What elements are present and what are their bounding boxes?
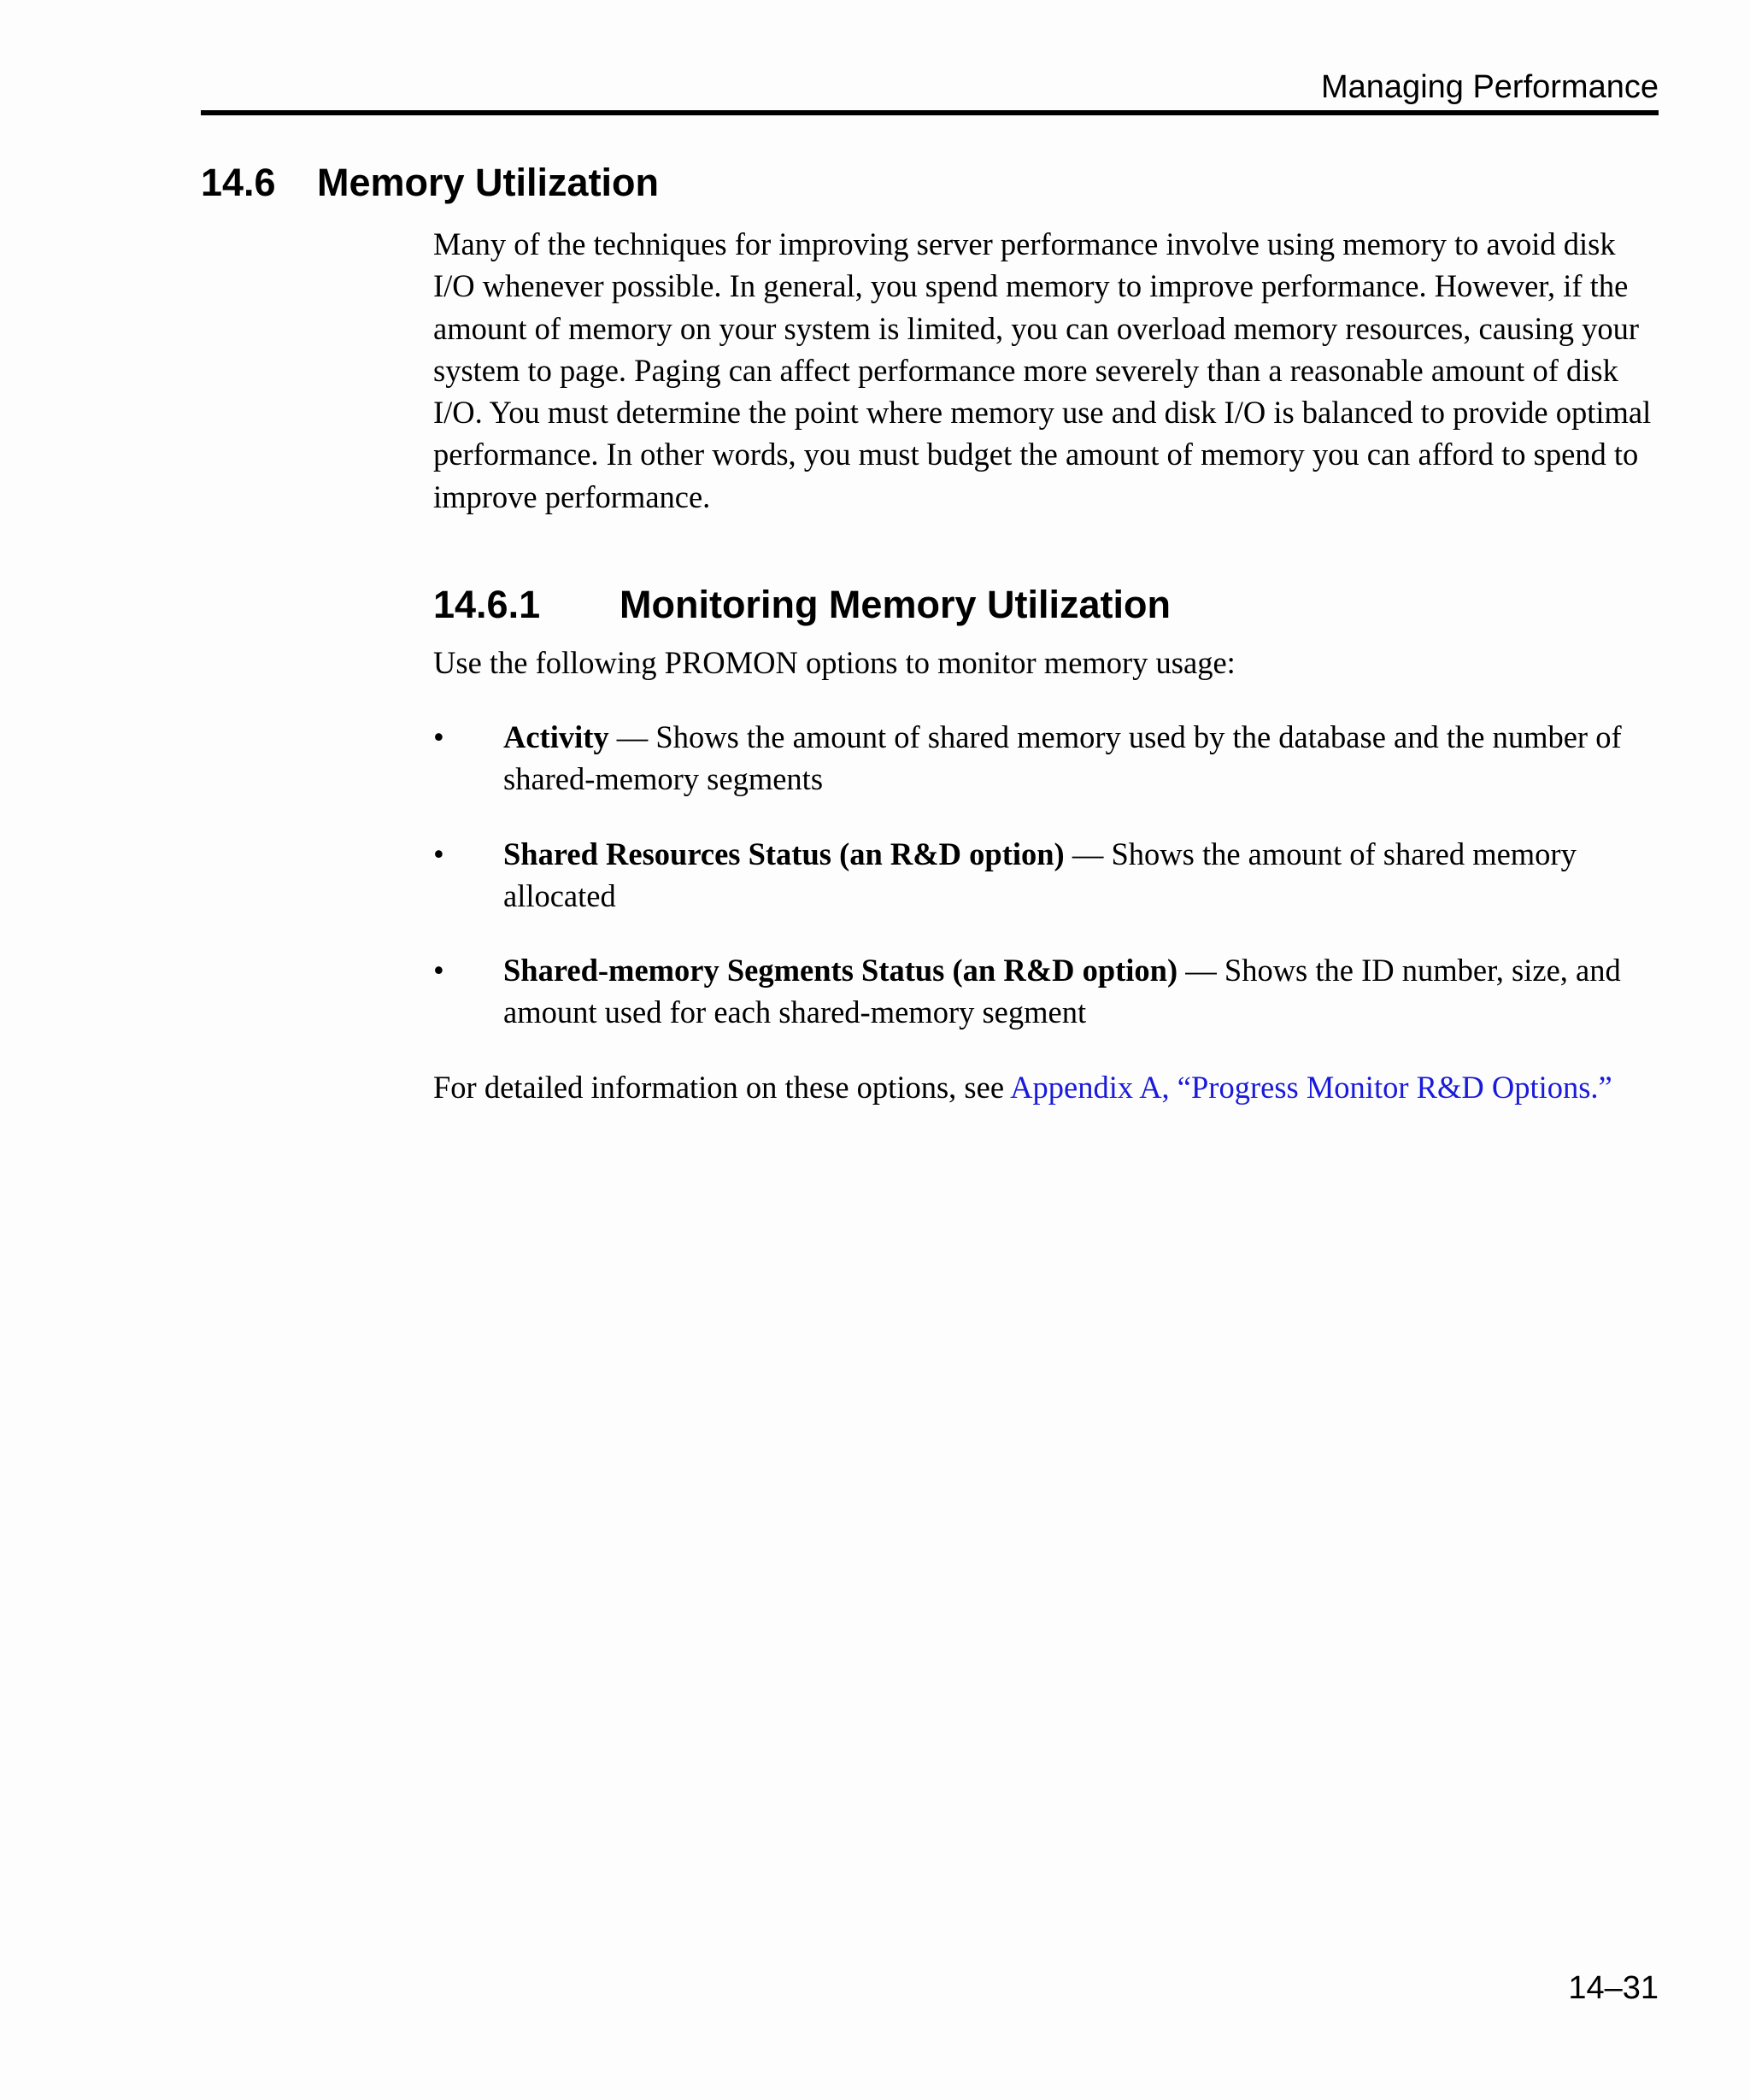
list-item bbox=[433, 716, 1664, 801]
appendix-a-link[interactable]: Appendix A, “Progress Monitor R&D Options.” bbox=[1010, 1070, 1612, 1105]
promon-options-list bbox=[433, 716, 1664, 1066]
bullet-icon: • bbox=[433, 719, 444, 754]
subsection-number: 14.6.1 bbox=[433, 583, 541, 626]
section-title: Memory Utilization bbox=[317, 161, 660, 204]
detail-paragraph bbox=[433, 1066, 1664, 1108]
option-term: Shared-memory Segments Status (an R&D option) bbox=[503, 953, 1178, 988]
subsection-title: Monitoring Memory Utilization bbox=[620, 583, 1171, 626]
intro-paragraph: Many of the techniques for improving server performance involve using memory to avoid disk I/O whenever possible. In general, you spend memory to improve performance. However, if the amount of memory on your system is limited, you can overload memory resources, causing your system to page. Paging can affect performance more severely than a reasonable amount of disk I/O. You must determine the point where memory use and disk I/O is balanced to provide optimal performance. In other words, you must budget the amount of memory you can afford to spend to improve performance. bbox=[433, 226, 1652, 514]
option-description: — Shows the amount of shared memory allocated bbox=[503, 836, 1577, 913]
option-description: — Shows the amount of shared memory used by the database and the number of shared-memory segments bbox=[503, 719, 1622, 797]
option-description: — Shows the ID number, size, and amount used for each shared-memory segment bbox=[503, 953, 1621, 1030]
header-rule bbox=[201, 110, 1659, 115]
option-term: Shared Resources Status (an R&D option) bbox=[503, 836, 1065, 871]
list-item bbox=[433, 833, 1664, 918]
bullet-icon: • bbox=[433, 953, 444, 988]
usage-lead-paragraph: Use the following PROMON options to monitor memory usage: bbox=[433, 645, 1236, 680]
subsection-heading bbox=[433, 581, 1171, 629]
section-number: 14.6 bbox=[201, 161, 276, 204]
page-number: 14–31 bbox=[1568, 1970, 1659, 2006]
section-heading bbox=[201, 159, 659, 207]
detail-text: For detailed information on these options, see bbox=[433, 1070, 1011, 1105]
option-term: Activity bbox=[503, 719, 609, 754]
running-header: Managing Performance bbox=[1321, 69, 1659, 105]
bullet-icon: • bbox=[433, 836, 444, 871]
list-item bbox=[433, 949, 1664, 1034]
